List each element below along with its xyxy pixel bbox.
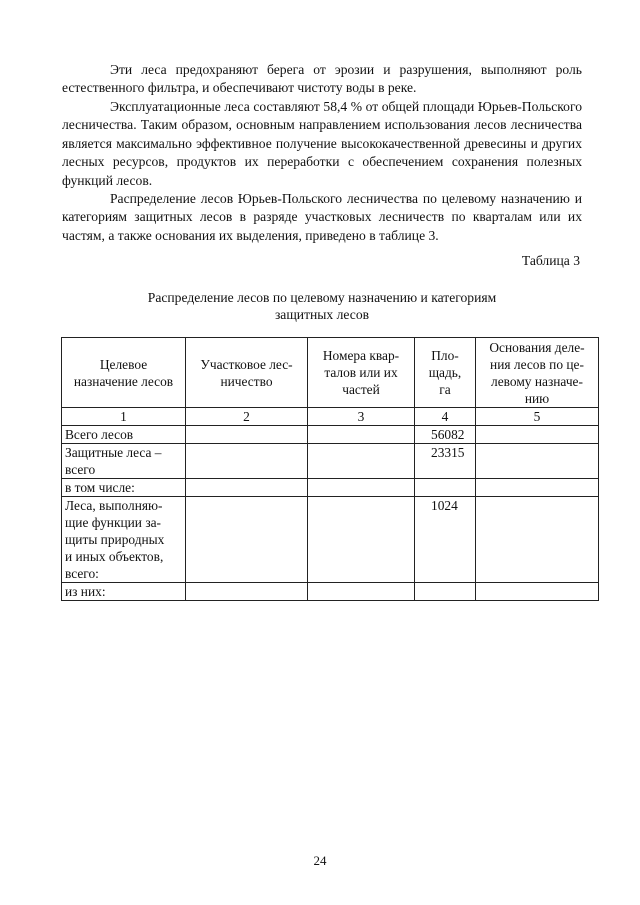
row-grounds xyxy=(476,426,599,444)
column-number: 4 xyxy=(415,408,476,426)
row-label: Защитные леса – всего xyxy=(62,444,186,479)
row-grounds xyxy=(476,497,599,583)
table-row xyxy=(62,444,599,479)
table-row xyxy=(62,426,599,444)
caption-line-1: Распределение лесов по целевому назначению и категориям xyxy=(147,290,497,305)
row-quarters xyxy=(308,497,415,583)
row-label: Леса, выполняю- щие функции за- щиты природных и иных объектов, всего: xyxy=(62,497,186,583)
row-district xyxy=(186,426,308,444)
table-caption xyxy=(62,289,582,323)
header-cell-grounds: Основания деле- ния лесов по це- левому назначе- нию xyxy=(476,338,599,408)
table-row xyxy=(62,497,599,583)
table-header-row xyxy=(62,338,599,408)
row-grounds xyxy=(476,444,599,479)
row-district xyxy=(186,444,308,479)
column-number: 2 xyxy=(186,408,308,426)
column-number: 5 xyxy=(476,408,599,426)
page-number: 24 xyxy=(313,853,327,868)
row-quarters xyxy=(308,479,415,497)
row-area: 23315 xyxy=(415,444,476,479)
row-district xyxy=(186,497,308,583)
row-grounds xyxy=(476,583,599,601)
row-area xyxy=(415,583,476,601)
paragraph-2: Эксплуатационные леса составляют 58,4 % от общей площади Юрьев-Польского лесничества. Таким образом, основным направлением использования лесов лесничества является максимально эффективное получение высококачественной древесины и других лесных ресурсов, продуктов их переработки с обеспечением сохранения полезных функций лесов. xyxy=(62,99,582,188)
row-area: 1024 xyxy=(415,497,476,583)
row-grounds xyxy=(476,479,599,497)
caption-line-2: защитных лесов xyxy=(274,307,370,322)
paragraph-3: Распределение лесов Юрьев-Польского лесничества по целевому назначению и категориям защитных лесов в разряде участковых лесничеств по кварталам или их частям, а также основания их выделения, приведено в таблице 3. xyxy=(62,191,582,243)
paragraph-1: Эти леса предохраняют берега от эрозии и разрушения, выполняют роль естественного фильтра, и обеспечивают чистоту воды в реке. xyxy=(62,62,582,96)
row-label: Всего лесов xyxy=(62,426,186,444)
row-area xyxy=(415,479,476,497)
header-cell-area: Пло- щадь, га xyxy=(415,338,476,408)
row-label: в том числе: xyxy=(62,479,186,497)
row-district xyxy=(186,479,308,497)
column-number: 1 xyxy=(62,408,186,426)
row-quarters xyxy=(308,583,415,601)
row-quarters xyxy=(308,444,415,479)
table-label: Таблица 3 xyxy=(521,253,580,268)
header-cell-quarters: Номера квар- талов или их частей xyxy=(308,338,415,408)
table-row xyxy=(62,479,599,497)
table-row xyxy=(62,583,599,601)
row-area: 56082 xyxy=(415,426,476,444)
row-district xyxy=(186,583,308,601)
column-number-row xyxy=(62,408,599,426)
header-cell-district: Участковое лес- ничество xyxy=(186,338,308,408)
column-number: 3 xyxy=(308,408,415,426)
forest-distribution-table xyxy=(61,337,599,601)
row-quarters xyxy=(308,426,415,444)
header-cell-purpose: Целевое назначение лесов xyxy=(62,338,186,408)
row-label: из них: xyxy=(62,583,186,601)
